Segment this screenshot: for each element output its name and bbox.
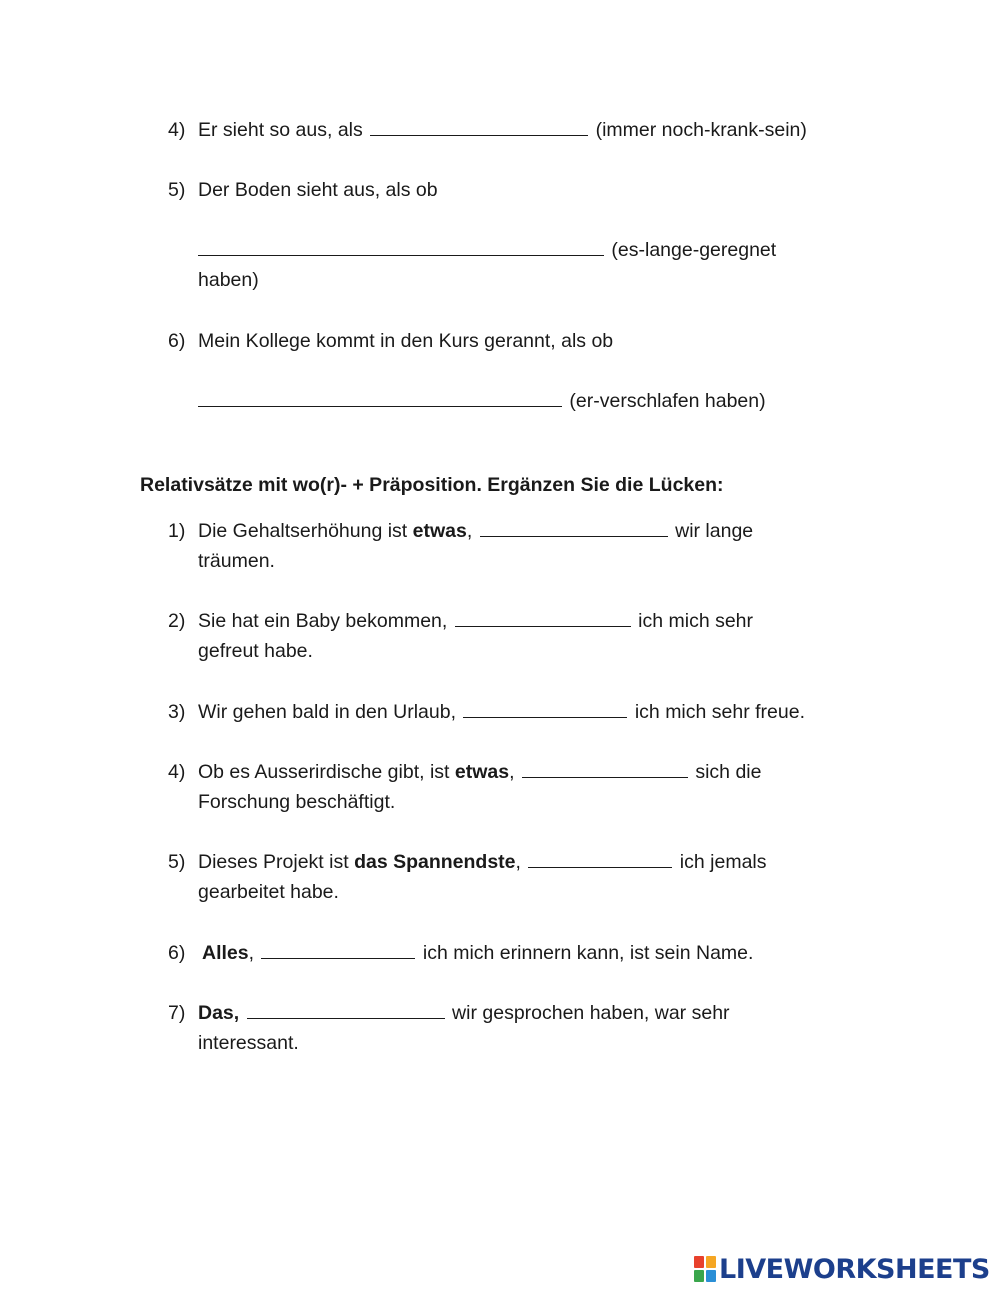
item-number: 4) [168, 119, 186, 141]
section-heading: Relativsätze mit wo(r)- + Präposition. Ergänzen Sie die Lücken: [140, 474, 724, 496]
item-text-after: sich die [695, 761, 762, 783]
item-number: 3) [168, 701, 186, 723]
logo-blocks-icon [694, 1256, 716, 1282]
item-text: Mein Kollege kommt in den Kurs gerannt, als ob [198, 330, 614, 352]
answer-blank[interactable] [455, 606, 631, 627]
item-comma: , [248, 942, 255, 964]
item-text-before: Die Gehaltserhöhung ist [198, 520, 408, 542]
answer-blank[interactable] [463, 697, 627, 718]
item-hint: (es-lange-geregnet [611, 239, 777, 261]
item-number: 6) [168, 330, 186, 352]
item-hint: (immer noch-krank-sein) [595, 119, 807, 141]
item-bold-word: etwas [454, 761, 510, 783]
item-text-line2: Forschung beschäftigt. [198, 791, 396, 813]
item-hint-continued: haben) [198, 269, 259, 291]
item-text-after: ich mich erinnern kann, ist sein Name. [422, 942, 754, 964]
item-text-line2: träumen. [198, 550, 275, 572]
item-number: 2) [168, 610, 186, 632]
item-bold-word: etwas [412, 520, 467, 542]
item-text-before: Wir gehen bald in den Urlaub, [198, 701, 456, 723]
logo-block-e [706, 1270, 716, 1282]
item-number: 1) [168, 520, 186, 542]
item-text-before: Sie hat ein Baby bekommen, [198, 610, 448, 632]
answer-blank[interactable] [198, 386, 562, 407]
item-text-line2: gefreut habe. [198, 640, 313, 662]
item-number: 5) [168, 179, 186, 201]
answer-blank[interactable] [528, 847, 672, 868]
answer-blank[interactable] [261, 938, 415, 959]
answer-blank[interactable] [370, 115, 588, 136]
item-comma: , [466, 520, 473, 542]
item-comma: , [515, 851, 521, 873]
item-text-line2: interessant. [198, 1032, 299, 1054]
answer-blank[interactable] [247, 998, 445, 1019]
item-text-before: Ob es Ausserirdische gibt, ist [198, 761, 450, 783]
item-number: 6) [168, 942, 186, 964]
item-text-before: Er sieht so aus, als [198, 119, 363, 141]
item-text-after: ich jemals [679, 851, 767, 873]
item-text-after: wir gesprochen haben, war sehr [452, 1002, 730, 1024]
item-text-after: wir lange [675, 520, 754, 542]
liveworksheets-logo [694, 1253, 990, 1285]
answer-blank[interactable] [522, 757, 688, 778]
item-hint: (er-verschlafen haben) [569, 390, 766, 412]
item-number: 4) [168, 761, 186, 783]
item-text-after: ich mich sehr [638, 610, 754, 632]
logo-block-l [694, 1256, 704, 1268]
item-text-after: ich mich sehr freue. [634, 701, 805, 723]
item-text-before: Dieses Projekt ist [198, 851, 349, 873]
item-bold-word: Das, [198, 1002, 240, 1024]
item-text: Der Boden sieht aus, als ob [198, 179, 438, 201]
item-number: 5) [168, 851, 186, 873]
logo-block-v [694, 1270, 704, 1282]
item-comma: , [509, 761, 515, 783]
logo-block-i [706, 1256, 716, 1268]
answer-blank[interactable] [198, 235, 604, 256]
logo-text: LIVEWORKSHEETS [719, 1253, 990, 1285]
answer-blank[interactable] [480, 516, 668, 537]
item-text-line2: gearbeitet habe. [198, 881, 339, 903]
item-bold-word: das Spannendste [354, 851, 516, 873]
item-number: 7) [168, 1002, 186, 1024]
item-bold-word: Alles [202, 942, 249, 964]
